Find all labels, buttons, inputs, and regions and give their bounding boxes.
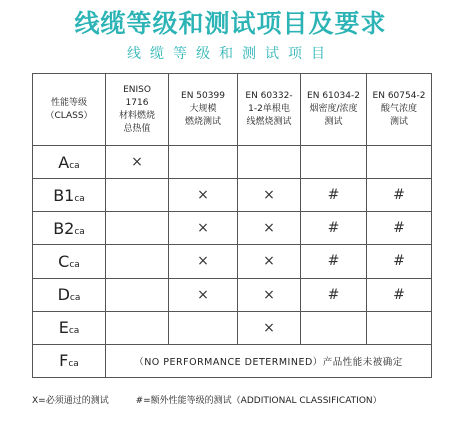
- test-mark: #: [301, 278, 367, 311]
- table-row: [33, 245, 432, 278]
- legend-hash-note: #=额外性能等级的测试（ADDITIONAL CLASSIFICATION）: [135, 396, 382, 406]
- class-label: [33, 245, 106, 278]
- test-mark: #: [367, 179, 432, 212]
- test-mark: [106, 245, 169, 278]
- header-line: 线燃烧测试: [246, 117, 292, 127]
- header-line: 燃烧测试: [184, 117, 221, 127]
- class-subscript: ca: [74, 226, 85, 237]
- class-subscript: ca: [68, 326, 80, 337]
- test-mark: #: [367, 245, 432, 278]
- class-label: [33, 344, 106, 377]
- legend-x-note: X=必须通过的测试: [32, 396, 109, 406]
- class-label: [33, 212, 106, 245]
- test-mark: [367, 311, 432, 344]
- class-subscript: ca: [74, 193, 85, 204]
- test-mark: #: [367, 278, 432, 311]
- class-name: B1: [53, 185, 75, 205]
- header-line: 测试: [389, 117, 408, 127]
- test-mark: ×: [238, 278, 301, 311]
- test-mark: [106, 311, 169, 344]
- header-line: 材料燃烧: [118, 110, 155, 121]
- test-mark: ×: [169, 212, 238, 245]
- no-performance-note: （NO PERFORMANCE DETERMINED）产品性能未被确定: [106, 344, 432, 377]
- header-line: 1-2单根电: [248, 104, 290, 114]
- test-mark: [106, 179, 169, 212]
- test-mark: #: [301, 179, 367, 212]
- test-mark: [169, 311, 238, 344]
- class-subscript: ca: [69, 293, 81, 304]
- header-line: ENISO: [123, 84, 151, 95]
- test-mark: [106, 212, 169, 245]
- header-cell: [367, 74, 432, 146]
- page-title: 线缆等级和测试项目及要求: [74, 9, 387, 38]
- header-line: 测试: [324, 117, 343, 127]
- legend: [32, 393, 452, 406]
- class-name: E: [58, 318, 69, 338]
- test-mark: ×: [238, 212, 301, 245]
- class-label: [33, 179, 106, 212]
- test-mark: [367, 146, 432, 179]
- table-row: [33, 212, 432, 245]
- test-mark: [301, 146, 367, 179]
- table-row: [33, 344, 432, 377]
- header-row: [33, 74, 432, 146]
- header-line: EN 50399: [181, 91, 225, 101]
- class-name: A: [58, 152, 70, 172]
- test-mark: [301, 311, 367, 344]
- header-cell: [238, 74, 301, 146]
- header-line: （CLASS）: [45, 110, 93, 121]
- class-label: [33, 278, 106, 311]
- class-subscript: ca: [69, 160, 80, 171]
- page-subtitle: 线缆等级和测试项目: [127, 46, 334, 62]
- header-line: 大规模: [189, 104, 217, 114]
- test-mark: ×: [169, 278, 238, 311]
- test-mark: ×: [106, 146, 169, 179]
- test-mark: ×: [238, 179, 301, 212]
- header-cell: [33, 74, 106, 146]
- classification-table: [32, 73, 432, 378]
- test-mark: [106, 278, 169, 311]
- test-mark: ×: [238, 311, 301, 344]
- class-subscript: ca: [68, 359, 79, 370]
- test-mark: ×: [169, 179, 238, 212]
- header-line: 性能等级: [50, 97, 87, 108]
- class-label: [33, 146, 106, 179]
- class-name: F: [59, 351, 69, 371]
- table-row: [33, 311, 432, 344]
- test-mark: [169, 146, 238, 179]
- class-subscript: ca: [69, 259, 80, 270]
- header-line: EN 60332-: [245, 91, 293, 101]
- header-cell: [106, 74, 169, 146]
- header-line: 酸气浓度: [380, 104, 417, 114]
- class-name: C: [58, 251, 70, 271]
- table-row: [33, 278, 432, 311]
- class-name: B2: [53, 218, 75, 238]
- table-row: [33, 146, 432, 179]
- header-line: EN 60754-2: [372, 91, 426, 101]
- header-cell: [169, 74, 238, 146]
- header-line: 烟密度/浓度: [309, 104, 358, 114]
- header-cell: [301, 74, 367, 146]
- test-mark: ×: [169, 245, 238, 278]
- table-row: [33, 179, 432, 212]
- class-name: D: [57, 285, 70, 305]
- header-line: 总热值: [123, 123, 151, 134]
- class-label: [33, 311, 106, 344]
- header-line: EN 61034-2: [307, 91, 360, 101]
- test-mark: ×: [238, 245, 301, 278]
- header-line: 1716: [125, 97, 149, 108]
- test-mark: #: [301, 245, 367, 278]
- test-mark: #: [367, 212, 432, 245]
- test-mark: [238, 146, 301, 179]
- test-mark: #: [301, 212, 367, 245]
